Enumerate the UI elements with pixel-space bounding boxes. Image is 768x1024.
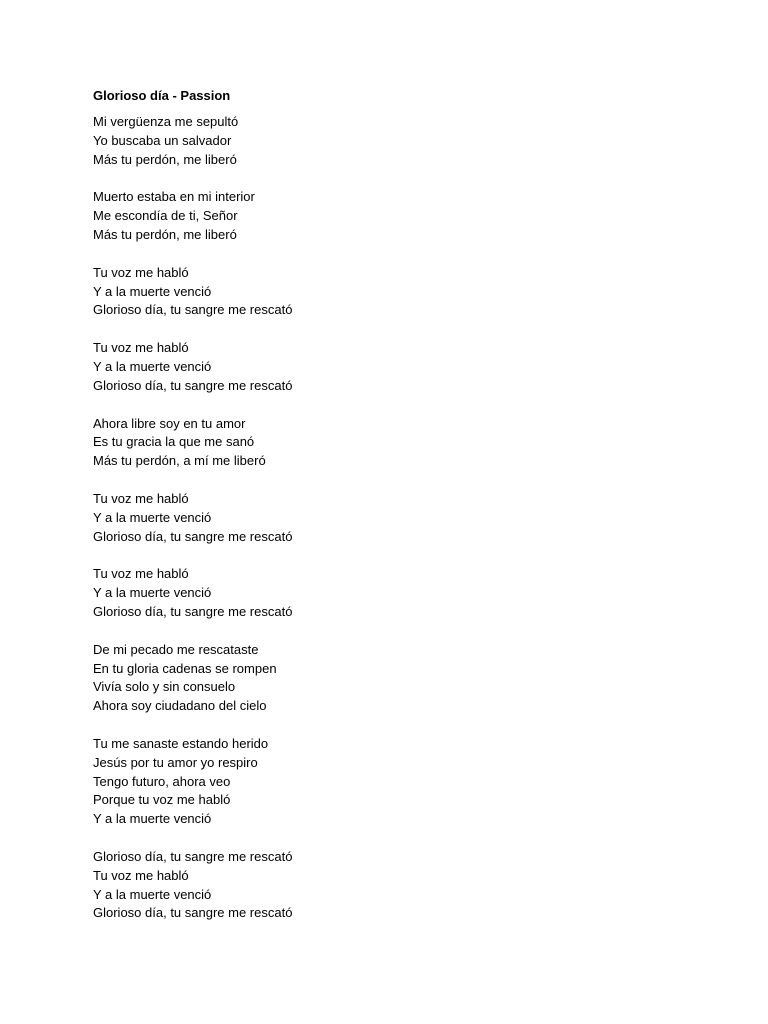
lyric-line: Yo buscaba un salvador bbox=[93, 132, 232, 148]
lyric-line: Y a la muerte venció bbox=[93, 886, 212, 902]
lyric-line: Más tu perdón, a mí me liberó bbox=[93, 453, 266, 469]
lyric-line: Es tu gracia la que me sanó bbox=[93, 434, 255, 450]
stanza bbox=[93, 848, 713, 923]
lyric-line: Muerto estaba en mi interior bbox=[93, 189, 255, 205]
lyric-line: Tu voz me habló bbox=[93, 867, 189, 883]
lyric-line: Tu voz me habló bbox=[93, 340, 189, 356]
lyric-line: Porque tu voz me habló bbox=[93, 792, 231, 808]
lyric-line: Tu me sanaste estando herido bbox=[93, 735, 269, 751]
lyric-line: En tu gloria cadenas se rompen bbox=[93, 660, 277, 676]
stanza bbox=[93, 264, 713, 320]
lyric-line: Y a la muerte venció bbox=[93, 585, 212, 601]
lyric-line: Y a la muerte venció bbox=[93, 283, 212, 299]
lyric-line: Me escondía de ti, Señor bbox=[93, 208, 238, 224]
lyric-line: Tu voz me habló bbox=[93, 264, 189, 280]
lyric-line: Y a la muerte venció bbox=[93, 358, 212, 374]
lyric-line: Glorioso día, tu sangre me rescató bbox=[93, 905, 293, 921]
stanza bbox=[93, 490, 713, 546]
lyric-line: Glorioso día, tu sangre me rescató bbox=[93, 377, 293, 393]
lyric-line: Más tu perdón, me liberó bbox=[93, 226, 237, 242]
lyric-line: Tu voz me habló bbox=[93, 566, 189, 582]
stanza bbox=[93, 339, 713, 395]
stanza-list bbox=[93, 113, 713, 923]
lyric-line: De mi pecado me rescataste bbox=[93, 641, 259, 657]
lyric-line: Glorioso día, tu sangre me rescató bbox=[93, 528, 293, 544]
song-title: Glorioso día - Passion bbox=[93, 88, 231, 103]
lyric-line: Jesús por tu amor yo respiro bbox=[93, 754, 258, 770]
lyric-line: Ahora libre soy en tu amor bbox=[93, 415, 246, 431]
lyric-line: Glorioso día, tu sangre me rescató bbox=[93, 848, 293, 864]
lyric-line: Y a la muerte venció bbox=[93, 811, 212, 827]
lyric-line: Glorioso día, tu sangre me rescató bbox=[93, 603, 293, 619]
lyric-line: Ahora soy ciudadano del cielo bbox=[93, 698, 267, 714]
stanza bbox=[93, 641, 713, 716]
lyric-line: Tu voz me habló bbox=[93, 490, 189, 506]
lyric-line: Glorioso día, tu sangre me rescató bbox=[93, 302, 293, 318]
stanza bbox=[93, 735, 713, 829]
lyric-line: Más tu perdón, me liberó bbox=[93, 151, 237, 167]
stanza bbox=[93, 415, 713, 471]
stanza bbox=[93, 565, 713, 621]
lyrics-body bbox=[93, 86, 713, 942]
lyric-line: Vivía solo y sin consuelo bbox=[93, 679, 236, 695]
stanza bbox=[93, 188, 713, 244]
lyric-line: Tengo futuro, ahora veo bbox=[93, 773, 231, 789]
lyric-line: Mi vergüenza me sepultó bbox=[93, 114, 239, 129]
stanza bbox=[93, 113, 713, 169]
lyric-line: Y a la muerte venció bbox=[93, 509, 212, 525]
